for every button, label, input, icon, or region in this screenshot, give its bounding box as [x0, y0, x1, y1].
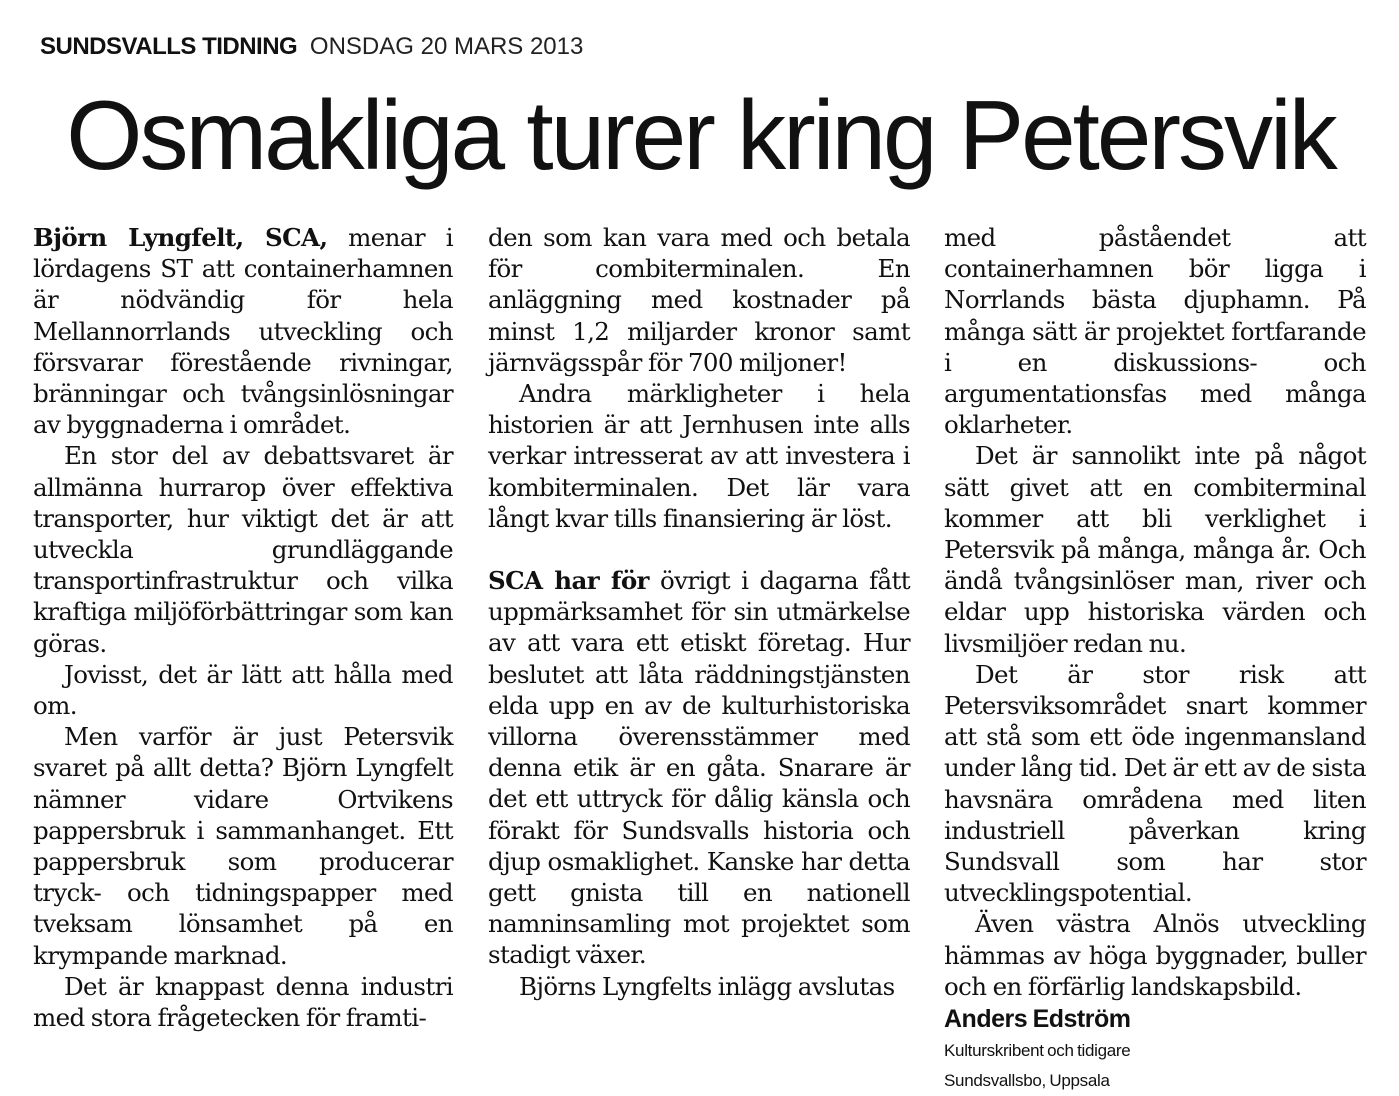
- article-column-2: [488, 222, 910, 1037]
- paragraph: Jovisst, det är lätt att hålla med om.: [33, 659, 453, 721]
- paragraph-text: menar i lördagens ST att containerhamnen är nödvändig för hela Mellannorrlands utveckling och försvarar förestående rivningar, bränningar och tvångsinlösningar av byggnaderna i området.: [33, 223, 453, 440]
- author-location: Sundsvallsbo, Uppsala: [944, 1071, 1110, 1091]
- paragraph: Björns Lyngfelts inlägg avslutas: [519, 971, 895, 1001]
- paragraph: Det är sannolikt inte på något sätt givet att en combiterminal kommer att bli verklighet i Petersvik på många, många år. Och ändå tvångsinlöser man, river och eldar upp historiska värden och livsmiljöer redan nu.: [944, 441, 1366, 658]
- headline: Osmakliga turer kring Petersvik: [66, 80, 1335, 190]
- paragraph: den som kan vara med och betala för combiterminalen. En anläggning med kostnader på minst 1,2 miljarder kronor samt järnvägsspår för 700 miljoner!: [488, 223, 910, 377]
- paragraph: En stor del av debattsvaret är allmänna hurrarop över effektiva transporter, hur viktigt det är att utveckla grundläggande transportinfrastruktur och vilka kraftiga miljöförbättringar som kan göras.: [33, 441, 453, 658]
- masthead: [40, 30, 583, 64]
- paragraph: Även västra Alnös utveckling hämmas av höga byggnader, buller och en förfärlig landskapsbild.: [944, 909, 1366, 1001]
- paragraph: med påståendet att containerhamnen bör ligga i Norrlands bästa djuphamn. På många sätt är projektet fortfarande i en diskussions- och argumentationsfas med många oklarheter.: [944, 223, 1366, 440]
- paragraph: Det är knappast denna industri med stora frågetecken för framti-: [33, 971, 453, 1033]
- article-column-1: [33, 222, 453, 1037]
- article-column-3: [944, 222, 1366, 1091]
- publication-date: ONSDAG 20 MARS 2013: [309, 33, 584, 60]
- paragraph: Det är stor risk att Petersviksområdet snart kommer att stå som ett öde ingenmansland under lång tid. Det är ett av de sista havsnära områdena med liten industriell påverkan kring Sundsvall som har stor utvecklingspotential.: [944, 659, 1366, 908]
- paragraph: Andra märkligheter i hela historien är att Jernhusen inte alls verkar intresserat av att investera i kombiterminalen. Det lär vara långt kvar tills finansiering är löst.: [488, 379, 910, 533]
- lead-in: SCA har för: [488, 566, 649, 596]
- paragraph: [33, 222, 453, 440]
- lead-in: Björn Lyngfelt, SCA,: [33, 223, 328, 252]
- author-title: Kulturskribent och tidigare: [944, 1041, 1131, 1061]
- paragraph: Men varför är just Petersvik svaret på allt detta? Björn Lyngfelt nämner vidare Ortvikens pappersbruk i sammanhanget. Ett pappersbruk som producerar tryck- och tidningspapper med tveksam lönsamhet på en krympande marknad.: [33, 722, 453, 970]
- author-name: Anders Edström: [944, 1005, 1131, 1034]
- paragraph: [488, 565, 910, 971]
- newspaper-name: SUNDSVALLS TIDNING: [40, 33, 298, 60]
- paragraph-text: övrigt i dagarna fått uppmärksamhet för sin utmärkelse av att vara ett etiskt företag. Hur beslutet att låta räddningstjänsten elda upp en av de kulturhistoriska villorna överensstämmer med denna etik är en gåta. Snarare är det ett uttryck för dålig känsla och förakt för Sundsvalls historia och djup osmaklighet. Kanske har detta gett gnista till en nationell namninsamling mot projektet som stadigt växer.: [488, 566, 911, 970]
